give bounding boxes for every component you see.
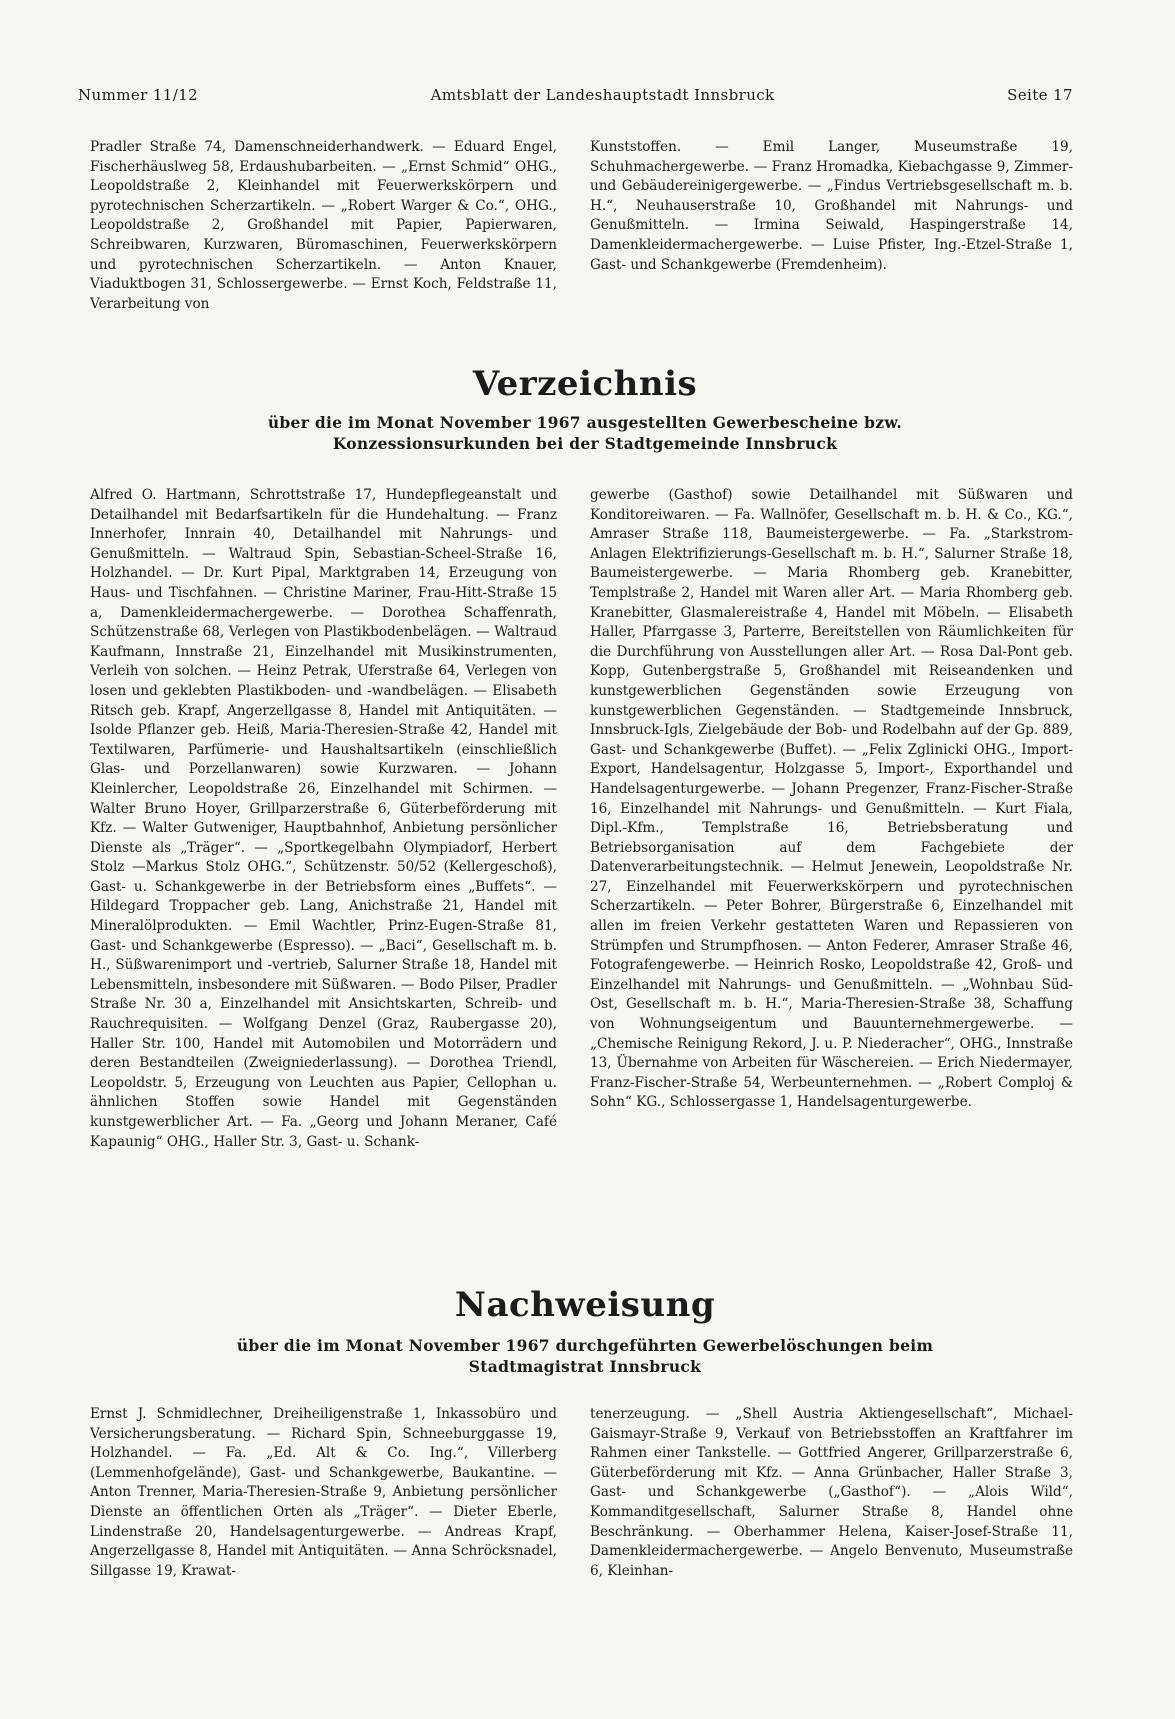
continuation-right-column bbox=[590, 138, 1073, 318]
paragraph: Kunststoffen. — Emil Langer, Museumstraße 19, Schuhmachergewerbe. — Franz Hromadka, Kiebachgasse 9, Zimmer- und Gebäudereinigergewerbe. — „Findus Vertriebsgesellschaft m. b. H.“, Neuhauserstraße 10, Großhandel mit Nahrungs- und Genußmitteln. — Irmina Seiwald, Haspingerstraße 14, Damenkleidermachergewerbe. — Luise Pfister, Ing.-Etzel-Straße 1, Gast- und Schankgewerbe (Fremdenheim). bbox=[590, 139, 1073, 273]
section-subtitle: über die im Monat November 1967 durchgeführten Gewerbelöschungen beim bbox=[236, 1336, 934, 1355]
page-header bbox=[78, 86, 1073, 104]
verzeichnis-right-column bbox=[590, 486, 1073, 1268]
issue-number: Nummer 11/12 bbox=[78, 86, 199, 104]
verzeichnis-left-column bbox=[90, 486, 557, 1268]
paragraph: Pradler Straße 74, Damenschneiderhandwerk. — Eduard Engel, Fischerhäuslweg 58, Erdaushubarbeiten. — „Ernst Schmid“ OHG., Leopoldstraße 2, Kleinhandel mit Feuerwerkskörpern und pyrotechnischen Scherzartikeln. — „Robert Warger & Co.“, OHG., Leopoldstraße 2, Großhandel mit Papier, Papierwaren, Schreibwaren, Kurzwaren, Büromaschinen, Feuerwerkskörpern und pyrotechnischen Scherzartikeln. — Anton Knauer, Viaduktbogen 31, Schlossergewerbe. — Ernst Koch, Feldstraße 11, Verarbeitung von bbox=[90, 139, 557, 312]
paragraph: Alfred O. Hartmann, Schrottstraße 17, Hundepflegeanstalt und Detailhandel mit Bedarfsartikeln für die Hundehaltung. — Franz Innerhofer, Innrain 40, Detailhandel mit Nahrungs- und Genußmitteln. — Waltraud Spin, Sebastian-Scheel-Straße 16, Holzhandel. — Dr. Kurt Pipal, Marktgraben 14, Erzeugung von Haus- und Tischfahnen. — Christine Mariner, Frau-Hitt-Straße 15 a, Damenkleidermachergewerbe. — Dorothea Schaffenrath, Schützenstraße 68, Verlegen von Plastikbodenbelägen. — Waltraud Kaufmann, Innstraße 21, Einzelhandel mit Musikinstrumenten, Verleih von solchen. — Heinz Petrak, Uferstraße 64, Verlegen von losen und geklebten Plastikboden- und -wandbelägen. — Elisabeth Ritsch geb. Krapf, Angerzellgasse 8, Handel mit Antiquitäten. — Isolde Pflanzer geb. Heiß, Maria-Theresien-Straße 42, Handel mit Textilwaren, Parfümerie- und Haushaltsartikeln (einschließlich Glas- und Porzellanwaren) sowie Kurzwaren. — Johann Kleinlercher, Leopoldstraße 26, Einzelhandel mit Schirmen. — Walter Bruno Hoyer, Grillparzerstraße 6, Güterbeförderung mit Kfz. — Walter Gutweniger, Hauptbahnhof, Anbietung persönlicher Dienste als „Träger“. — „Sportkegelbahn Olympiadorf, Herbert Stolz —Markus Stolz OHG.“, Schützenstr. 50/52 (Kellergeschoß), Gast- u. Schankgewerbe in der Betriebsform eines „Buffets“. — Hildegard Troppacher geb. Lang, Anichstraße 21, Handel mit Mineralölprodukten. — Emil Wachtler, Prinz-Eugen-Straße 81, Gast- und Schankgewerbe (Espresso). — „Baci“, Gesellschaft m. b. H., Süßwarenimport und -vertrieb, Salurner Straße 18, Handel mit Lebensmitteln, insbesondere mit Süßwaren. — Bodo Pilser, Pradler Straße Nr. 30 a, Einzelhandel mit Ansichtskarten, Schreib- und Rauchrequisiten. — Wolfgang Denzel (Graz, Raubergasse 20), Haller Str. 100, Handel mit Automobilen und Motorrädern und deren Bestandteilen (Zweigniederlassung). — Dorothea Triendl, Leopoldstr. 5, Erzeugung von Leuchten aus Papier, Cellophan u. ähnlichen Stoffen sowie Handel mit Gegenständen kunstgewerblicher Art. — Fa. „Georg und Johann Meraner, Café Kapaunig“ OHG., Haller Str. 3, Gast- u. Schank- bbox=[90, 487, 557, 1150]
section-nachweisung-heading bbox=[80, 1285, 1090, 1377]
section-title: Nachweisung bbox=[454, 1285, 716, 1325]
section-subtitle: Stadtmagistrat Innsbruck bbox=[468, 1357, 702, 1376]
section-subtitle: über die im Monat November 1967 ausgestellten Gewerbescheine bzw. bbox=[267, 413, 903, 432]
section-subtitle: Konzessionsurkunden bei der Stadtgemeinde Innsbruck bbox=[332, 434, 838, 453]
nachweisung-left-column bbox=[90, 1405, 557, 1665]
paragraph: tenerzeugung. — „Shell Austria Aktiengesellschaft“, Michael-Gaismayr-Straße 9, Verkauf von Betriebsstoffen an Kraftfahrer im Rahmen einer Tankstelle. — Gottfried Angerer, Grillparzerstraße 6, Güterbeförderung mit Kfz. — Anna Grünbacher, Haller Straße 3, Gast- und Schankgewerbe („Gasthof“). — „Alois Wild“, Kommanditgesellschaft, Salurner Straße 8, Handel ohne Beschränkung. — Oberhammer Helena, Kaiser-Josef-Straße 11, Damenkleidermachergewerbe. — Angelo Benvenuto, Museumstraße 6, Kleinhan- bbox=[590, 1406, 1073, 1579]
paragraph: Ernst J. Schmidlechner, Dreiheiligenstraße 1, Inkassobüro und Versicherungsberatung. — Richard Spin, Schneeburggasse 19, Holzhandel. — Fa. „Ed. Alt & Co. Ing.“, Villerberg (Lemmenhofgelände), Gast- und Schankgewerbe, Baukantine. — Anton Trenner, Maria-Theresien-Straße 9, Anbietung persönlicher Dienste an öffentlichen Orten als „Träger“. — Dieter Eberle, Lindenstraße 20, Handelsagenturgewerbe. — Andreas Krapf, Angerzellgasse 8, Handel mit Antiquitäten. — Anna Schröcksnadel, Sillgasse 19, Krawat- bbox=[90, 1406, 557, 1579]
section-verzeichnis-heading bbox=[80, 364, 1090, 454]
section-title: Verzeichnis bbox=[472, 364, 698, 404]
page-number: Seite 17 bbox=[1007, 86, 1073, 104]
publication-title: Amtsblatt der Landeshauptstadt Innsbruck bbox=[430, 86, 775, 104]
paragraph: gewerbe (Gasthof) sowie Detailhandel mit Süßwaren und Konditoreiwaren. — Fa. Wallnöfer, Gesellschaft m. b. H. & Co., KG.“, Amraser Straße 118, Baumeistergewerbe. — Fa. „Starkstrom-Anlagen Elektrifizierungs-Gesellschaft m. b. H.“, Salurner Straße 18, Baumeistergewerbe. — Maria Rhomberg geb. Kranebitter, Templstraße 2, Handel mit Waren aller Art. — Maria Rhomberg geb. Kranebitter, Glasmalereistraße 4, Handel mit Möbeln. — Elisabeth Haller, Pfarrgasse 3, Parterre, Bereitstellen von Räumlichkeiten für die Durchführung von Ausstellungen aller Art. — Rosa Dal-Pont geb. Kopp, Gutenbergstraße 5, Großhandel mit Reiseandenken und kunstgewerblichen Gegenständen sowie Erzeugung von kunstgewerblichen Gegenständen. — Stadtgemeinde Innsbruck, Innsbruck-Igls, Zielgebäude der Bob- und Rodelbahn auf der Gp. 889, Gast- und Schankgewerbe (Buffet). — „Felix Zglinicki OHG., Import-Export, Handelsagentur, Holzgasse 5, Import-, Exporthandel und Handelsagenturgewerbe. — Johann Pregenzer, Franz-Fischer-Straße 16, Einzelhandel mit Nahrungs- und Genußmitteln. — Kurt Fiala, Dipl.-Kfm., Templstraße 16, Betriebsberatung und Betriebsorganisation auf dem Fachgebiete der Datenverarbeitungstechnik. — Helmut Jenewein, Leopoldstraße Nr. 27, Einzelhandel mit Feuerwerkskörpern und pyrotechnischen Scherzartikeln. — Peter Bohrer, Bürgerstraße 6, Einzelhandel mit allen im freien Verkehr gestatteten Waren und Repassieren von Strümpfen und Strumpfhosen. — Anton Federer, Amraser Straße 46, Fotografengewerbe. — Heinrich Rosko, Leopoldstraße 42, Groß- und Einzelhandel mit Nahrungs- und Genußmitteln. — „Wohnbau Süd-Ost, Gesellschaft m. b. H.“, Maria-Theresien-Straße 38, Schaffung von Wohnungseigentum und Bauunternehmergewerbe. — „Chemische Reinigung Rekord, J. u. P. Niederacher“, OHG., Innstraße 13, Übernahme von Arbeiten für Wäschereien. — Erich Niedermayer, Franz-Fischer-Straße 54, Werbeunternehmen. — „Robert Comploj & Sohn“ KG., Schlossergasse 1, Handelsagenturgewerbe. bbox=[590, 487, 1073, 1111]
nachweisung-right-column bbox=[590, 1405, 1073, 1665]
continuation-left-column bbox=[90, 138, 557, 318]
